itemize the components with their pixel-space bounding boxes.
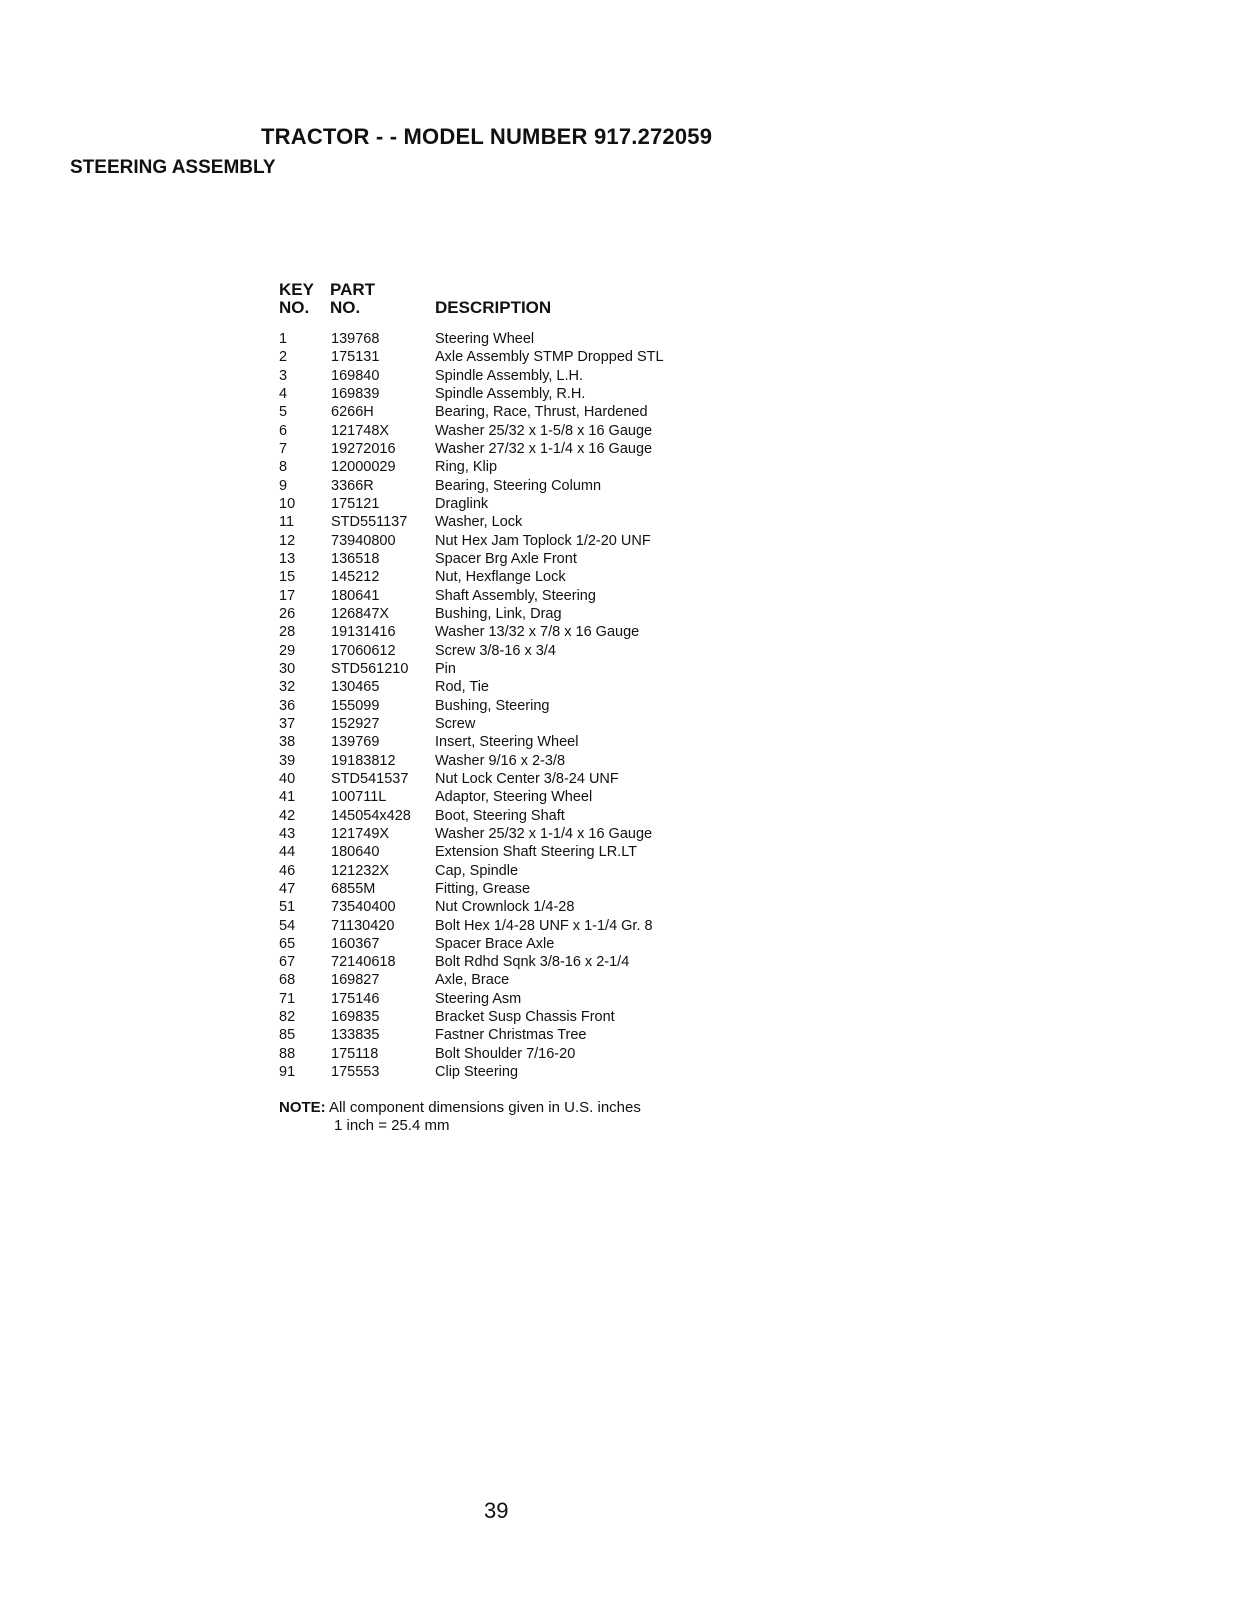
part-row — [279, 587, 739, 605]
header-key-bottom: NO. — [279, 298, 310, 317]
part-number: 169840 — [331, 367, 380, 384]
part-row — [279, 623, 739, 641]
part-description: Bushing, Steering — [435, 697, 550, 714]
part-description: Nut Crownlock 1/4-28 — [435, 899, 575, 916]
part-row — [279, 733, 739, 751]
part-number: 133835 — [331, 1027, 380, 1044]
part-description: Bolt Rdhd Sqnk 3/8-16 x 2-1/4 — [435, 954, 630, 971]
part-row — [279, 807, 739, 825]
key-number: 10 — [279, 495, 296, 512]
page-title: TRACTOR - - MODEL NUMBER 917.272059 — [261, 124, 713, 149]
key-number: 28 — [279, 624, 296, 641]
part-number: 73940800 — [331, 532, 396, 549]
key-number: 38 — [279, 734, 296, 751]
part-description: Steering Asm — [435, 990, 522, 1007]
part-description: Axle, Brace — [435, 972, 510, 989]
part-description: Bushing, Link, Drag — [435, 605, 562, 622]
part-row — [279, 935, 739, 953]
part-description: Shaft Assembly, Steering — [435, 587, 596, 604]
header-key-top: KEY — [279, 280, 314, 299]
part-number: 175553 — [331, 1064, 380, 1081]
part-description: Steering Wheel — [435, 331, 535, 347]
part-number: 175146 — [331, 990, 380, 1007]
key-number: 68 — [279, 972, 296, 989]
section-title: STEERING ASSEMBLY — [70, 157, 276, 178]
part-description: Rod, Tie — [435, 679, 489, 696]
part-row — [279, 385, 739, 403]
part-number: 121749X — [331, 825, 390, 842]
key-number: 42 — [279, 807, 296, 824]
key-number: 54 — [279, 917, 296, 934]
part-row — [279, 843, 739, 861]
part-row — [279, 825, 739, 843]
part-number: 180640 — [331, 844, 380, 861]
part-row — [279, 990, 739, 1008]
part-description: Fitting, Grease — [435, 880, 531, 897]
part-description: Cap, Spindle — [435, 862, 519, 879]
part-row — [279, 477, 739, 495]
part-description: Bolt Shoulder 7/16-20 — [435, 1045, 576, 1062]
part-number: 6266H — [331, 404, 374, 421]
part-description: Spindle Assembly, R.H. — [435, 385, 586, 402]
part-row — [279, 898, 739, 916]
part-description: Bracket Susp Chassis Front — [435, 1009, 615, 1026]
part-number: 71130420 — [331, 917, 395, 934]
part-number: 139768 — [331, 331, 380, 347]
key-number: 4 — [279, 385, 288, 402]
part-row — [279, 367, 739, 385]
key-number: 15 — [279, 569, 296, 586]
part-row — [279, 953, 739, 971]
key-number: 12 — [279, 532, 296, 549]
part-description: Screw 3/8-16 x 3/4 — [435, 642, 556, 659]
part-description: Bolt Hex 1/4-28 UNF x 1-1/4 Gr. 8 — [435, 917, 653, 934]
note-label: NOTE: — [279, 1099, 326, 1116]
part-number: 175131 — [331, 349, 380, 366]
part-description: Axle Assembly STMP Dropped STL — [435, 349, 664, 366]
part-row — [279, 917, 739, 935]
part-row — [279, 513, 739, 531]
part-description: Nut Hex Jam Toplock 1/2-20 UNF — [435, 532, 651, 549]
key-number: 67 — [279, 954, 296, 971]
part-number: 145054x428 — [331, 807, 411, 824]
key-number: 6 — [279, 422, 288, 439]
part-number: 17060612 — [331, 642, 396, 659]
part-description: Washer 9/16 x 2-3/8 — [435, 752, 566, 769]
part-row — [279, 532, 739, 550]
part-row — [279, 1063, 739, 1081]
part-number: 169839 — [331, 385, 380, 402]
part-description: Washer 25/32 x 1-1/4 x 16 Gauge — [435, 825, 653, 842]
key-number: 32 — [279, 679, 296, 696]
part-description: Fastner Christmas Tree — [435, 1027, 587, 1044]
key-number: 40 — [279, 770, 296, 787]
part-description: Washer 25/32 x 1-5/8 x 16 Gauge — [435, 422, 653, 439]
key-number: 46 — [279, 862, 296, 879]
key-number: 47 — [279, 880, 296, 897]
part-description: Clip Steering — [435, 1064, 519, 1081]
part-row — [279, 642, 739, 660]
key-number: 91 — [279, 1064, 296, 1081]
part-description: Washer, Lock — [435, 514, 523, 531]
part-number: 73540400 — [331, 899, 396, 916]
part-number: 121232X — [331, 862, 390, 879]
part-description: Insert, Steering Wheel — [435, 734, 579, 751]
key-number: 7 — [279, 440, 288, 457]
key-number: 26 — [279, 605, 296, 622]
key-number: 13 — [279, 550, 296, 567]
part-description: Screw — [435, 715, 476, 732]
part-number: 180641 — [331, 587, 380, 604]
part-number: 3366R — [331, 477, 374, 494]
part-row — [279, 862, 739, 880]
key-number: 9 — [279, 477, 288, 494]
header-part-top: PART — [330, 280, 376, 299]
part-row — [279, 788, 739, 806]
part-row — [279, 752, 739, 770]
part-row — [279, 1008, 739, 1026]
part-description: Boot, Steering Shaft — [435, 807, 565, 824]
part-number: STD551137 — [331, 514, 408, 531]
part-row — [279, 971, 739, 989]
part-row — [279, 1045, 739, 1063]
part-row — [279, 330, 739, 348]
part-description: Bearing, Race, Thrust, Hardened — [435, 404, 648, 421]
part-row — [279, 495, 739, 513]
key-number: 36 — [279, 697, 296, 714]
key-number: 71 — [279, 990, 296, 1007]
part-row — [279, 422, 739, 440]
part-number: STD541537 — [331, 770, 409, 787]
key-number: 39 — [279, 752, 296, 769]
key-number: 88 — [279, 1045, 296, 1062]
header-part-bottom: NO. — [330, 298, 361, 317]
key-number: 51 — [279, 899, 296, 916]
page-number: 39 — [484, 1498, 509, 1523]
part-number: 6855M — [331, 880, 376, 897]
part-number: 100711L — [331, 789, 387, 806]
part-description: Adaptor, Steering Wheel — [435, 789, 593, 806]
note-conversion: 1 inch = 25.4 mm — [334, 1117, 450, 1134]
key-number: 44 — [279, 844, 296, 861]
key-number: 30 — [279, 660, 296, 677]
part-row — [279, 660, 739, 678]
part-number: 136518 — [331, 550, 380, 567]
key-number: 3 — [279, 367, 288, 384]
part-number: 145212 — [331, 569, 380, 586]
part-description: Spacer Brg Axle Front — [435, 550, 577, 567]
part-number: 152927 — [331, 715, 380, 732]
part-row — [279, 458, 739, 476]
note — [279, 1099, 641, 1117]
key-number: 82 — [279, 1009, 296, 1026]
part-description: Bearing, Steering Column — [435, 477, 602, 494]
part-description: Ring, Klip — [435, 459, 498, 476]
part-number: STD561210 — [331, 660, 409, 677]
part-row — [279, 550, 739, 568]
key-number: 17 — [279, 587, 296, 604]
part-number: 72140618 — [331, 954, 396, 971]
parts-list — [279, 330, 739, 1081]
part-row — [279, 348, 739, 366]
part-row — [279, 697, 739, 715]
part-description: Washer 13/32 x 7/8 x 16 Gauge — [435, 624, 640, 641]
part-row — [279, 605, 739, 623]
key-number: 41 — [279, 789, 296, 806]
part-description: Nut, Hexflange Lock — [435, 569, 566, 586]
key-number: 65 — [279, 935, 296, 952]
part-number: 139769 — [331, 734, 380, 751]
part-number: 19272016 — [331, 440, 396, 457]
part-number: 175121 — [331, 495, 380, 512]
part-row — [279, 403, 739, 421]
key-number: 11 — [279, 514, 295, 531]
part-description: Nut Lock Center 3/8-24 UNF — [435, 770, 619, 787]
part-description: Draglink — [435, 495, 489, 512]
part-row — [279, 440, 739, 458]
part-number: 19183812 — [331, 752, 396, 769]
note-text: All component dimensions given in U.S. inches — [329, 1099, 641, 1116]
key-number: 29 — [279, 642, 296, 659]
key-number: 2 — [279, 349, 288, 366]
part-row — [279, 1026, 739, 1044]
part-number: 19131416 — [331, 624, 396, 641]
part-row — [279, 880, 739, 898]
part-description: Spacer Brace Axle — [435, 935, 555, 952]
part-number: 121748X — [331, 422, 390, 439]
key-number: 1 — [279, 331, 288, 347]
part-description: Washer 27/32 x 1-1/4 x 16 Gauge — [435, 440, 653, 457]
part-row — [279, 568, 739, 586]
header-description: DESCRIPTION — [435, 298, 552, 317]
key-number: 85 — [279, 1027, 296, 1044]
part-description: Pin — [435, 660, 456, 677]
part-number: 175118 — [331, 1045, 379, 1062]
part-row — [279, 715, 739, 733]
part-description: Spindle Assembly, L.H. — [435, 367, 584, 384]
key-number: 5 — [279, 404, 288, 421]
part-number: 169835 — [331, 1009, 380, 1026]
part-description: Extension Shaft Steering LR.LT — [435, 844, 638, 861]
part-number: 169827 — [331, 972, 380, 989]
part-number: 155099 — [331, 697, 380, 714]
part-number: 12000029 — [331, 459, 396, 476]
part-row — [279, 678, 739, 696]
part-number: 126847X — [331, 605, 390, 622]
key-number: 43 — [279, 825, 296, 842]
part-number: 160367 — [331, 935, 380, 952]
part-row — [279, 770, 739, 788]
part-number: 130465 — [331, 679, 380, 696]
key-number: 37 — [279, 715, 296, 732]
key-number: 8 — [279, 459, 288, 476]
